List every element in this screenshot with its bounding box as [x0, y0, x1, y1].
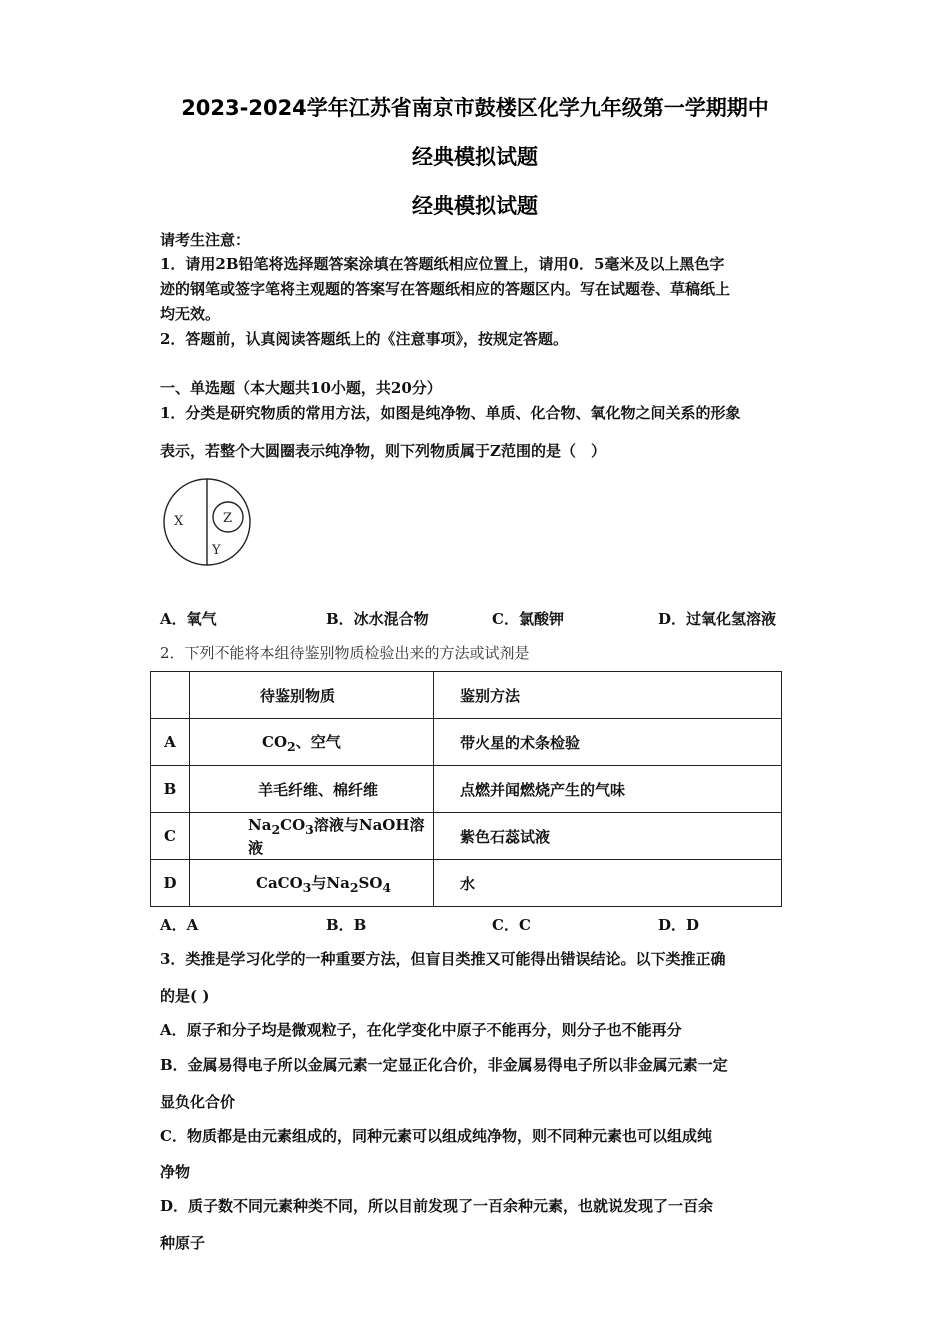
- table-header-cell: [151, 672, 190, 719]
- q3-stem-line1: 3．类推是学习化学的一种重要方法，但盲目类推又可能得出错误结论。以下类推正确: [160, 950, 726, 968]
- q1-option-d[interactable]: D．过氧化氢溶液: [658, 610, 777, 628]
- row-substance: [190, 813, 434, 860]
- q1-option-c[interactable]: C．氯酸钾: [492, 610, 564, 628]
- q3-option-d-line1[interactable]: D．质子数不同元素种类不同，所以目前发现了一百余种元素，也就说发现了一百余: [160, 1197, 714, 1215]
- substance-a-part1: CO: [262, 732, 288, 751]
- table-header-row: [151, 672, 782, 719]
- q1-option-a[interactable]: A．氧气: [160, 610, 217, 628]
- row-method: 水: [434, 860, 782, 907]
- venn-label-z: Z: [223, 511, 233, 526]
- exam-title-line3: 经典模拟试题: [412, 194, 538, 218]
- notice-item1-line1: 1．请用2B铅笔将选择题答案涂填在答题纸相应位置上，请用0．5毫米及以上黑色字: [160, 255, 725, 273]
- row-key: A: [151, 719, 190, 766]
- row-method: 带火星的术条检验: [434, 719, 782, 766]
- venn-label-y: Y: [212, 543, 221, 558]
- q3-option-b-line2[interactable]: 显负化合价: [160, 1093, 236, 1111]
- substance-d-sub3: 4: [382, 879, 392, 895]
- substance-d-part1: CaCO: [256, 873, 303, 892]
- table-row: [151, 719, 782, 766]
- q1-stem-line2: 表示，若整个大圆圈表示纯净物，则下列物质属于Z范围的是（ ）: [160, 442, 606, 460]
- substance-d-sub2: 2: [349, 879, 359, 895]
- substance-d-part3: SO: [358, 873, 383, 892]
- row-substance: 羊毛纤维、棉纤维: [190, 766, 434, 813]
- q1-stem-line1: 1．分类是研究物质的常用方法，如图是纯净物、单质、化合物、氧化物之间关系的形象: [160, 404, 741, 422]
- notice-item1-line3: 均无效。: [160, 305, 221, 323]
- substance-c-part2: CO: [280, 816, 306, 834]
- exam-title-line2: 经典模拟试题: [412, 145, 538, 169]
- exam-title-line1: 2023-2024学年江苏省南京市鼓楼区化学九年级第一学期期中: [181, 96, 769, 120]
- table-row: [151, 860, 782, 907]
- table-header-cell: 鉴别方法: [434, 672, 782, 719]
- q1-venn-diagram: [160, 472, 270, 572]
- q2-option-d[interactable]: D．D: [658, 916, 700, 934]
- notice-item1-line2: 迹的钢笔或签字笔将主观题的答案写在答题纸相应的答题区内。写在试题卷、草稿纸上: [160, 280, 731, 298]
- q3-option-a[interactable]: A．原子和分子均是微观粒子，在化学变化中原子不能再分，则分子也不能再分: [160, 1021, 682, 1039]
- substance-a-sub1: 2: [287, 738, 296, 754]
- substance-c-sub2: 3: [305, 822, 314, 837]
- row-key: B: [151, 766, 190, 813]
- q2-stem: 2．下列不能将本组待鉴别物质检验出来的方法或试剂是: [160, 644, 530, 662]
- q3-option-c-line2[interactable]: 净物: [160, 1163, 191, 1181]
- substance-d-part2: 与Na: [311, 873, 350, 892]
- notice-heading: 请考生注意：: [160, 231, 251, 249]
- q3-option-c-line1[interactable]: C．物质都是由元素组成的，同种元素可以组成纯净物，则不同种元素也可以组成纯: [160, 1127, 712, 1145]
- row-method: 点燃并闻燃烧产生的气味: [434, 766, 782, 813]
- row-method: 紫色石蕊试液: [434, 813, 782, 860]
- q2-table: [150, 671, 782, 907]
- substance-c-sub1: 2: [271, 822, 281, 837]
- venn-label-x: X: [174, 514, 184, 529]
- q2-option-c[interactable]: C．C: [492, 916, 531, 934]
- q3-option-d-line2[interactable]: 种原子: [160, 1234, 206, 1252]
- row-key: D: [151, 860, 190, 907]
- q2-option-b[interactable]: B．B: [326, 916, 367, 934]
- table-row: [151, 766, 782, 813]
- q2-option-a[interactable]: A．A: [160, 916, 199, 934]
- q3-stem-line2: 的是( ): [160, 987, 210, 1005]
- row-key: C: [151, 813, 190, 860]
- notice-item2: 2．答题前，认真阅读答题纸上的《注意事项》，按规定答题。: [160, 330, 568, 348]
- substance-c-part1: Na: [248, 816, 272, 834]
- row-substance: [190, 860, 434, 907]
- row-substance: [190, 719, 434, 766]
- substance-c-part3: 溶液与NaOH溶液: [248, 816, 425, 857]
- section1-heading: 一、单选题（本大题共10小题，共20分）: [160, 379, 442, 397]
- q3-option-b-line1[interactable]: B．金属易得电子所以金属元素一定显正化合价，非金属易得电子所以非金属元素一定: [160, 1056, 728, 1074]
- table-row: [151, 813, 782, 860]
- substance-d-sub1: 3: [302, 879, 312, 895]
- q1-option-b[interactable]: B．冰水混合物: [326, 610, 429, 628]
- substance-a-part2: 、空气: [295, 732, 341, 751]
- table-header-cell: 待鉴别物质: [190, 672, 434, 719]
